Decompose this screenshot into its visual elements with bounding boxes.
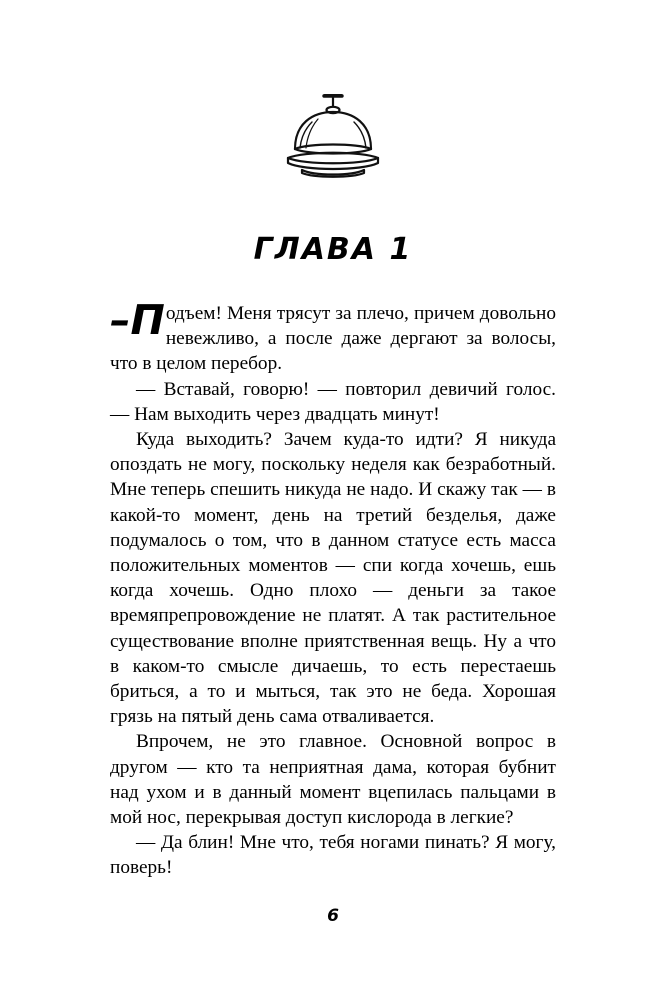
paragraph-3: Куда выходить? Зачем куда-то идти? Я никуда опоздать не могу, поскольку неделя как безработный. Мне теперь спешить никуда не надо. И скажу так — в какой-то момент, день на третий безделья, даже подумалось о том, что в данном статусе есть масса положительных моментов — спи когда хочешь, ешь когда хочешь. Одно плохо — деньги за такое времяпрепровождение не платят. А так растительное существование вполне приятственная вещь. Ну а что в каком-то смысле дичаешь, то есть перестаешь бриться, а то и мыться, так это не беда. Хорошая грязь на пятый день сама отваливается. bbox=[110, 429, 556, 728]
body-text bbox=[110, 296, 556, 881]
paragraph-2: — Вставай, говорю! — повторил девичий голос. — Нам выходить через двадцать минут! bbox=[110, 378, 556, 425]
paragraph-5: — Да блин! Мне что, тебя ногами пинать? Я могу, поверь! bbox=[110, 832, 556, 879]
chapter-heading: ГЛАВА 1 bbox=[253, 232, 413, 267]
drop-cap: –П bbox=[110, 296, 165, 344]
page-number: 6 bbox=[327, 906, 339, 926]
paragraph-1 bbox=[110, 296, 556, 377]
paragraph-1-text: одъем! Меня трясут за плечо, причем довольно невежливо, а после даже дергают за волосы, что в целом перебор. bbox=[110, 303, 556, 375]
service-bell-illustration bbox=[110, 0, 556, 186]
paragraph-4: Впрочем, не это главное. Основной вопрос в другом — кто та неприятная дама, которая бубнит над ухом и в данный момент вцепилась пальцами в мой нос, перекрывая доступ кислорода в легкие? bbox=[110, 731, 556, 829]
